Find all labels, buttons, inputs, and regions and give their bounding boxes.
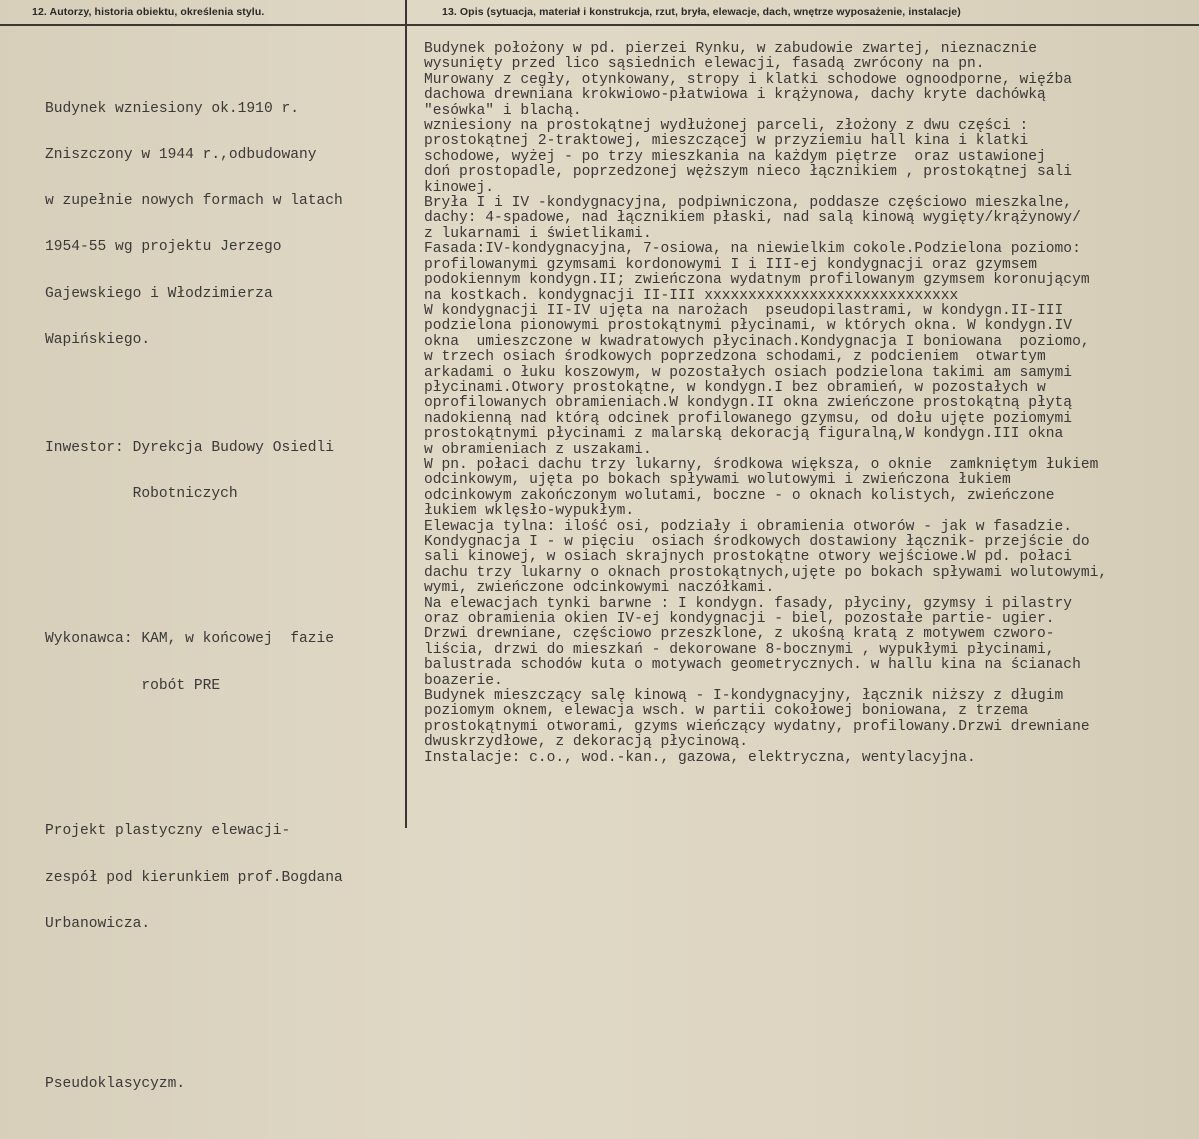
- text-line: Fasada:IV-kondygnacyjna, 7-osiowa, na niewielkim cokole.Podzielona poziomo:: [424, 241, 1081, 258]
- history-paragraph: [45, 71, 343, 379]
- text-line: Zniszczony w 1944 r.,odbudowany: [45, 146, 317, 163]
- text-line: robót PRE: [45, 677, 221, 694]
- text-line: Instalacje: c.o., wod.-kan., gazowa, elektryczna, wentylacyjna.: [424, 749, 976, 766]
- section-13-heading: 13. Opis (sytuacja, materiał i konstrukcja, rzut, bryła, elewacje, dach, wnętrze wyposażenie, instalacje): [442, 6, 961, 18]
- text-line: poziomym oknem, elewacja wsch. w partii cokołowej boniowana, z trzema: [424, 703, 1029, 720]
- style-paragraph: [45, 1047, 343, 1124]
- text-line: Budynek mieszczący salę kinową - I-kondygnacyjny, łącznik niższy z długim: [424, 688, 1064, 705]
- text-line: prostokątnymi otworami, gzyms wieńczący wydatny, profilowany.Drzwi drewniane: [424, 718, 1090, 735]
- text-line: Wapińskiego.: [45, 331, 151, 348]
- authors-history-column: [45, 40, 343, 1139]
- header-rule: [0, 24, 1199, 26]
- colors-paragraph: [424, 597, 1107, 689]
- text-line: Projekt plastyczny elewacji-: [45, 823, 291, 840]
- text-line: płycinami.Otwory prostokątne, w kondygn.I bez obramień, w pozostałych w: [424, 379, 1046, 396]
- rear-paragraph: [424, 520, 1107, 597]
- text-line: Pseudoklasycyzm.: [45, 1076, 186, 1093]
- text-line: kinowej.: [424, 179, 495, 196]
- text-line: Elewacja tylna: ilość osi, podziały i obramienia otworów - jak w fasadzie.: [424, 518, 1073, 535]
- text-line: arkadami o łuku koszowym, w pozostałych osiach podzielona takimi am samymi: [424, 364, 1073, 381]
- massing-paragraph: [424, 196, 1107, 242]
- location-paragraph: [424, 42, 1107, 73]
- text-line: wzniesiony na prostokątnej wydłużonej parceli, złożony z dwu części :: [424, 118, 1029, 135]
- text-line: wymi, zwieńczone odcinkowymi naczółkami.: [424, 580, 775, 597]
- cinema-paragraph: [424, 689, 1107, 751]
- text-line: okna umieszczone w kwadratowych płycinach.Kondygnacja I boniowana poziomo,: [424, 333, 1090, 350]
- text-line: Gajewskiego i Włodzimierza: [45, 285, 273, 302]
- text-line: Bryła I i IV -kondygnacyjna, podpiwniczona, poddasze częściowo mieszkalne,: [424, 195, 1073, 212]
- column-divider: [405, 0, 407, 828]
- text-line: oraz obramienia okien IV-ej kondygnacji - biel, pozostałe partie- ugier.: [424, 611, 1055, 628]
- text-line: schodowe, wyżej - po trzy mieszkania na każdym piętrze oraz ustawionej: [424, 148, 1046, 165]
- text-line: prostokątnymi płycinami z malarską dekoracją figuralną,W kondygn.III okna: [424, 426, 1064, 443]
- text-line: balustrada schodów kuta o motywach geometrycznych. w hallu kina na ścianach: [424, 657, 1081, 674]
- text-line: 1954-55 wg projektu Jerzego: [45, 239, 282, 256]
- text-line: "esówka" i blachą.: [424, 102, 582, 119]
- text-line: Inwestor: Dyrekcja Budowy Osiedli: [45, 439, 335, 456]
- text-line: odcinkowym, ujęta po bokach spływami wolutowymi i zwieńczona łukiem: [424, 472, 1011, 489]
- text-line: sali kinowej, w osiach skrajnych prostokątne otwory wejściowe.W pd. połaci: [424, 549, 1073, 566]
- text-line: Urbanowicza.: [45, 915, 151, 932]
- text-line: nadokienną nad którą odcinek profilowanego gzymsu, od dołu ujęte poziomymi: [424, 410, 1073, 427]
- text-line: Wykonawca: KAM, w końcowej fazie: [45, 631, 335, 648]
- text-line: na kostkach. kondygnacji II-III xxxxxxxxxxxxxxxxxxxxxxxxxxxxx: [424, 287, 959, 304]
- text-line: boazerie.: [424, 672, 503, 689]
- section-12-heading: 12. Autorzy, historia obiektu, określenia stylu.: [32, 6, 265, 18]
- contractor-paragraph: [45, 602, 343, 725]
- text-line: Budynek położony w pd. pierzei Rynku, w zabudowie zwartej, nieznacznie: [424, 41, 1038, 57]
- text-line: Budynek wzniesiony ok.1910 r.: [45, 100, 299, 117]
- description-column: [424, 42, 1107, 766]
- text-line: odcinkowym zakończonym wolutami, boczne - o oknach kolistych, zwieńczone: [424, 487, 1055, 504]
- text-line: dachu trzy lukarny o oknach prostokątnych,ujęte po bokach spływami wolutowymi,: [424, 564, 1108, 581]
- text-line: dwuskrzydłowe, z dekoracją płycinową.: [424, 734, 749, 751]
- text-line: dachy: 4-spadowe, nad łącznikiem płaski, nad salą kinową wygięty/krążynowy/: [424, 210, 1081, 227]
- text-line: w obramieniach z uszakami.: [424, 441, 652, 458]
- text-line: doń prostopadle, poprzedzonej węższym nieco łącznikiem , prostokątnej sali: [424, 164, 1073, 181]
- text-line: podokiennym kondygn.II; zwieńczona wydatnym profilowanym gzymsem koronującym: [424, 272, 1090, 289]
- text-line: prostokątnej 2-traktowej, mieszczącej w przyziemiu hall kina i klatki: [424, 133, 1029, 150]
- facade-paragraph: [424, 242, 1107, 458]
- text-line: w trzech osiach środkowych poprzedzona schodami, z podcieniem otwartym: [424, 349, 1046, 366]
- text-line: łukiem wklęsło-wypukłym.: [424, 503, 635, 520]
- text-line: liścia, drzwi do mieszkań - dekorowane 8-bocznymi , wypukłymi płycinami,: [424, 641, 1055, 658]
- text-line: wysunięty przed lico sąsiednich elewacji, fasadą zwrócony na pn.: [424, 56, 985, 73]
- text-line: W pn. połaci dachu trzy lukarny, środkowa większa, o oknie zamkniętym łukiem: [424, 456, 1099, 473]
- text-line: Murowany z cegły, otynkowany, stropy i klatki schodowe ognoodporne, więźba: [424, 71, 1073, 88]
- text-line: z lukarnami i świetlikami.: [424, 225, 652, 242]
- text-line: zespół pod kierunkiem prof.Bogdana: [45, 869, 343, 886]
- text-line: podzielona pionowymi prostokątnymi płycinami, w których okna. W kondygn.IV: [424, 318, 1073, 335]
- dormers-paragraph: [424, 458, 1107, 520]
- text-line: Robotniczych: [45, 485, 238, 502]
- text-line: oprofilowanych obramieniach.W kondygn.II okna zwieńczone prostokątną płytą: [424, 395, 1073, 412]
- installations-paragraph: [424, 751, 1107, 766]
- text-line: Kondygnacja I - w pięciu osiach środkowych dostawiony łącznik- przejście do: [424, 534, 1090, 550]
- investor-paragraph: [45, 410, 343, 533]
- sculpture-paragraph: [45, 794, 343, 963]
- text-line: dachowa drewniana krokwiowo-płatwiowa i krążynowa, dachy kryte dachówką: [424, 87, 1046, 104]
- materials-paragraph: [424, 73, 1107, 196]
- text-line: Na elewacjach tynki barwne : I kondygn. fasady, płyciny, gzymsy i pilastry: [424, 595, 1073, 612]
- text-line: w zupełnie nowych formach w latach: [45, 193, 343, 210]
- text-line: Drzwi drewniane, częściowo przeszklone, z ukośną kratą z motywem czworo-: [424, 626, 1055, 643]
- text-line: profilowanymi gzymsami kordonowymi I i III-ej kondygnacji oraz gzymsem: [424, 256, 1038, 273]
- text-line: W kondygnacji II-IV ujęta na narożach pseudopilastrami, w kondygn.II-III: [424, 302, 1064, 319]
